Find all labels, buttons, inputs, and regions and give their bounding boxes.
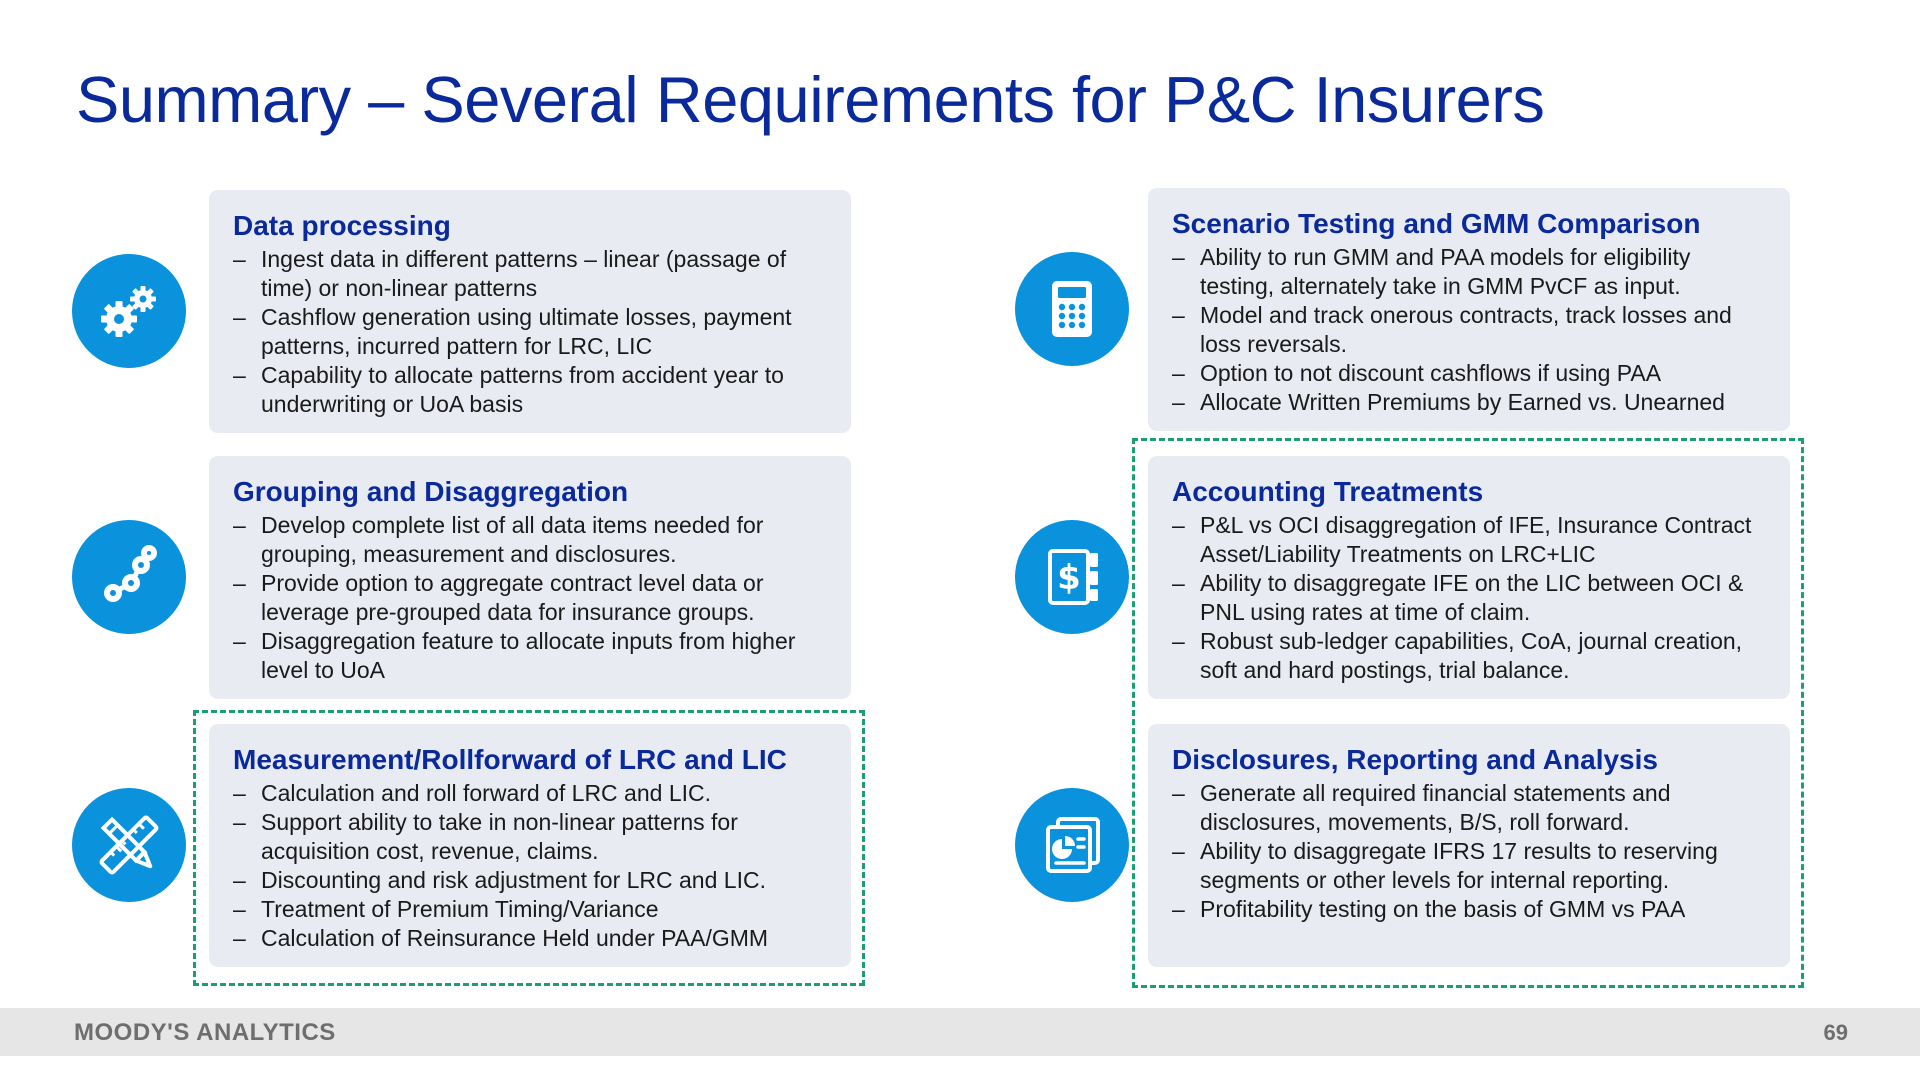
list-item: – Option to not discount cashflows if using PAA — [1172, 359, 1770, 388]
list-item: – Model and track onerous contracts, track losses and loss reversals. — [1172, 301, 1770, 359]
svg-text:$: $ — [1057, 558, 1081, 598]
card-heading: Accounting Treatments — [1172, 476, 1484, 507]
bullet-list — [233, 245, 831, 419]
card-scenario-testing — [1148, 188, 1790, 431]
list-item: – Treatment of Premium Timing/Variance — [233, 895, 831, 924]
report-documents-icon — [1036, 809, 1108, 881]
bullet-list — [1172, 511, 1770, 685]
list-item: – Calculation of Reinsurance Held under PAA/GMM — [233, 924, 831, 953]
list-item: – Support ability to take in non-linear patterns for acquisition cost, revenue, claims. — [233, 808, 831, 866]
card-heading: Grouping and Disaggregation — [233, 476, 629, 507]
list-item: – Cashflow generation using ultimate losses, payment patterns, incurred pattern for LRC, LIC — [233, 303, 831, 361]
list-item: – Calculation and roll forward of LRC and LIC. — [233, 779, 831, 808]
list-item: – Allocate Written Premiums by Earned vs. Unearned — [1172, 388, 1770, 417]
gears-icon — [93, 275, 165, 347]
ruler-pencil-icon — [93, 809, 165, 881]
card-heading: Scenario Testing and GMM Comparison — [1172, 208, 1701, 239]
card-heading: Disclosures, Reporting and Analysis — [1172, 744, 1658, 775]
chain-links-icon — [93, 541, 165, 613]
list-item: – Profitability testing on the basis of GMM vs PAA — [1172, 895, 1770, 924]
card-data-processing — [209, 190, 851, 433]
list-item: – Ability to disaggregate IFRS 17 results to reserving segments or other levels for internal reporting. — [1172, 837, 1770, 895]
list-item: – Capability to allocate patterns from accident year to underwriting or UoA basis — [233, 361, 831, 419]
bullet-list — [233, 779, 831, 953]
list-item: – Provide option to aggregate contract level data or leverage pre-grouped data for insurance groups. — [233, 569, 831, 627]
disclosures-icon-circle — [1015, 788, 1129, 902]
list-item: – P&L vs OCI disaggregation of IFE, Insurance Contract Asset/Liability Treatments on LRC+LIC — [1172, 511, 1770, 569]
scenario-testing-icon-circle — [1015, 252, 1129, 366]
list-item: – Disaggregation feature to allocate inputs from higher level to UoA — [233, 627, 831, 685]
list-item: – Develop complete list of all data items needed for grouping, measurement and disclosures. — [233, 511, 831, 569]
footer-bar — [0, 1008, 1920, 1056]
card-grouping-disaggregation — [209, 456, 851, 699]
calculator-icon — [1036, 273, 1108, 345]
accounting-icon-circle — [1015, 520, 1129, 634]
bullet-list — [1172, 779, 1770, 924]
card-measurement-rollforward — [209, 724, 851, 967]
list-item: – Ingest data in different patterns – linear (passage of time) or non-linear patterns — [233, 245, 831, 303]
brand-logo-text: MOODY'S ANALYTICS — [74, 1019, 336, 1046]
page-number: 69 — [1823, 1020, 1848, 1045]
card-heading: Data processing — [233, 210, 451, 241]
measurement-icon-circle — [72, 788, 186, 902]
ledger-dollar-icon — [1036, 541, 1108, 613]
page-title: Summary – Several Requirements for P&C Insurers — [76, 63, 1545, 136]
list-item: – Generate all required financial statements and disclosures, movements, B/S, roll forward. — [1172, 779, 1770, 837]
card-disclosures-reporting — [1148, 724, 1790, 967]
bullet-list — [233, 511, 831, 685]
card-accounting-treatments — [1148, 456, 1790, 699]
list-item: – Discounting and risk adjustment for LRC and LIC. — [233, 866, 831, 895]
list-item: – Robust sub-ledger capabilities, CoA, journal creation, soft and hard postings, trial balance. — [1172, 627, 1770, 685]
card-heading: Measurement/Rollforward of LRC and LIC — [233, 744, 787, 775]
grouping-icon-circle — [72, 520, 186, 634]
list-item: – Ability to disaggregate IFE on the LIC between OCI & PNL using rates at time of claim. — [1172, 569, 1770, 627]
list-item: – Ability to run GMM and PAA models for eligibility testing, alternately take in GMM PvCF as input. — [1172, 243, 1770, 301]
data-processing-icon-circle — [72, 254, 186, 368]
bullet-list — [1172, 243, 1770, 417]
